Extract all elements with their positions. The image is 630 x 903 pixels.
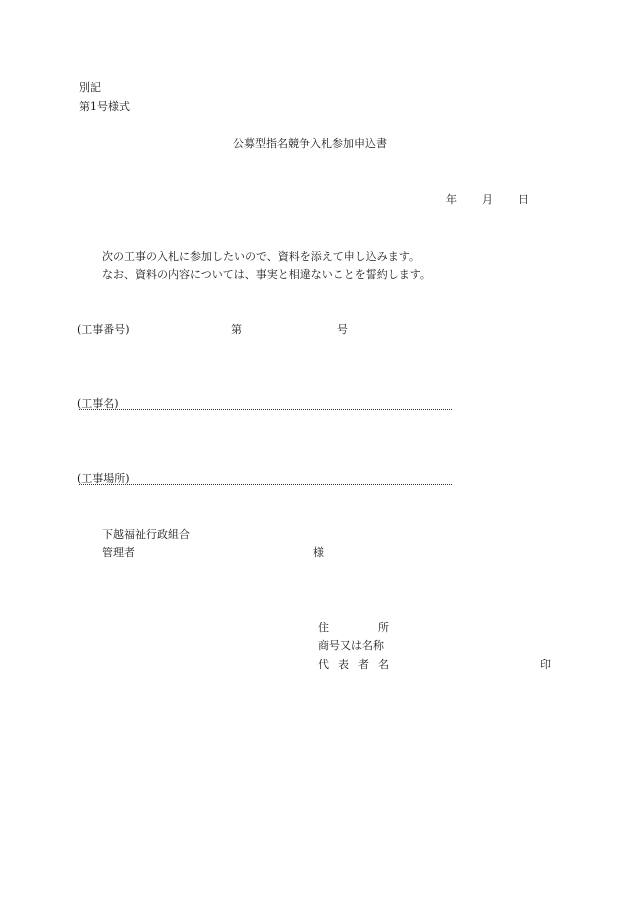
- addressee-title: 管理者: [102, 546, 135, 559]
- representative-label-char-4: 名: [378, 658, 389, 671]
- addressee-honorific: 様: [313, 546, 324, 559]
- body-paragraph-2: なお、資料の内容については、事実と相違ないことを誓約します。: [102, 268, 431, 281]
- project-name-dotted-line: [79, 409, 452, 410]
- project-number-suffix: 号: [337, 323, 348, 336]
- project-location-label: (工事場所): [77, 472, 130, 485]
- date-day-label: 日: [518, 193, 529, 206]
- date-year-label: 年: [446, 193, 457, 206]
- project-location-dotted-line: [79, 484, 452, 485]
- project-number-label: (工事番号): [77, 323, 130, 336]
- document-title: 公募型指名競争入札参加申込書: [233, 137, 387, 150]
- seal-mark: 印: [540, 658, 551, 671]
- date-month-label: 月: [482, 193, 493, 206]
- representative-label-char-2: 表: [338, 658, 349, 671]
- project-name-label: (工事名): [77, 397, 119, 410]
- address-label-char-2: 所: [378, 621, 389, 634]
- trade-name-label: 商号又は名称: [318, 639, 384, 652]
- address-label-char-1: 住: [318, 621, 329, 634]
- representative-label-char-1: 代: [318, 658, 329, 671]
- addressee-organization: 下越福祉行政組合: [102, 528, 190, 541]
- form-number: 第1号様式: [79, 100, 130, 113]
- representative-label-char-3: 者: [358, 658, 369, 671]
- annex-label: 別記: [79, 81, 101, 94]
- body-paragraph-1: 次の工事の入札に参加したいので、資料を添えて申し込みます。: [102, 250, 420, 263]
- project-number-prefix: 第: [231, 323, 242, 336]
